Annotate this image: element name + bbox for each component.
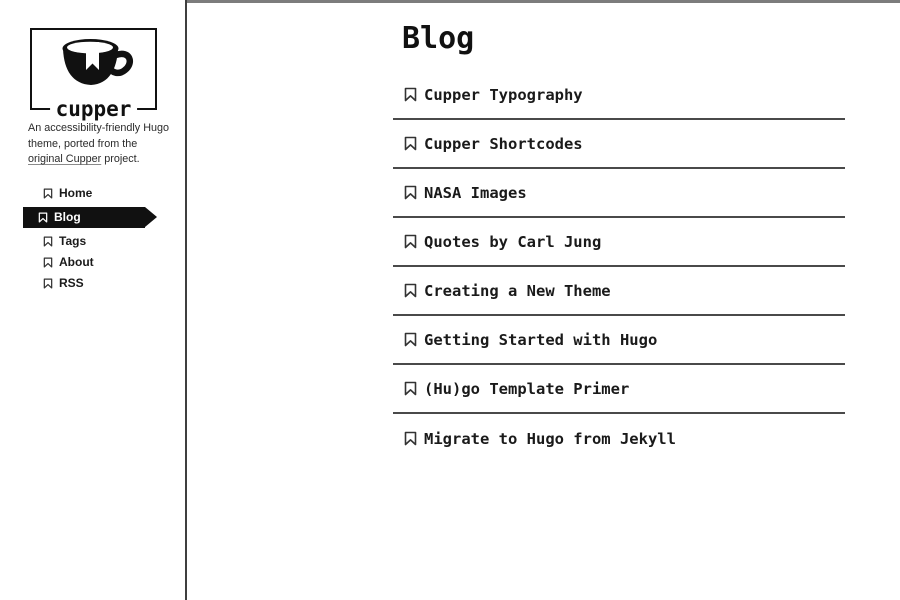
post-link[interactable] [393, 331, 657, 349]
post-link[interactable] [393, 380, 629, 398]
post-list-item [393, 169, 845, 218]
post-title: Migrate to Hugo from Jekyll [424, 429, 676, 448]
post-list-item [393, 365, 845, 414]
sidebar-item-blog[interactable] [23, 207, 145, 228]
post-list-item [393, 414, 845, 463]
site-logo[interactable] [30, 28, 157, 121]
original-cupper-link[interactable]: original Cupper [28, 153, 102, 165]
bookmark-icon [43, 236, 53, 247]
post-title: NASA Images [424, 183, 527, 202]
nav-label: Home [59, 186, 93, 200]
nav-label: Blog [54, 210, 81, 224]
post-list-item [393, 218, 845, 267]
bookmark-icon [43, 278, 53, 289]
post-link[interactable] [393, 282, 611, 300]
post-list-item [393, 120, 845, 169]
bookmark-icon [404, 185, 417, 200]
nav-label: Tags [59, 234, 87, 248]
post-title: Cupper Shortcodes [424, 134, 583, 153]
bookmark-icon [404, 136, 417, 151]
bookmark-icon [43, 257, 53, 268]
main-content [393, 0, 845, 463]
sidebar [0, 0, 187, 600]
site-tagline [28, 121, 174, 168]
coffee-cup-icon [54, 37, 134, 93]
sidebar-item-about[interactable] [23, 252, 173, 273]
nav-label: About [59, 255, 94, 269]
nav-label: RSS [59, 276, 84, 290]
post-link[interactable] [393, 233, 601, 251]
bookmark-icon [38, 212, 48, 223]
bookmark-icon [404, 234, 417, 249]
bookmark-icon [43, 188, 53, 199]
post-title: Quotes by Carl Jung [424, 232, 602, 251]
post-link[interactable] [393, 430, 676, 448]
bookmark-icon [404, 332, 417, 347]
post-title: (Hu)go Template Primer [424, 379, 630, 398]
sidebar-item-rss[interactable] [23, 273, 173, 294]
bookmark-icon [404, 283, 417, 298]
post-link[interactable] [393, 135, 583, 153]
bookmark-icon [404, 87, 417, 102]
post-list [393, 71, 845, 463]
post-list-item [393, 316, 845, 365]
tagline-text-after: project. [101, 153, 140, 165]
bookmark-icon [404, 431, 417, 446]
page-title: Blog [402, 21, 475, 56]
sidebar-item-home[interactable] [23, 183, 173, 204]
post-link[interactable] [393, 86, 583, 104]
post-link[interactable] [393, 184, 527, 202]
post-title: Getting Started with Hugo [424, 330, 658, 349]
post-title: Creating a New Theme [424, 281, 611, 300]
sidebar-item-tags[interactable] [23, 231, 173, 252]
site-title[interactable]: cupper [50, 98, 138, 120]
post-list-item [393, 71, 845, 120]
post-list-item [393, 267, 845, 316]
post-title: Cupper Typography [424, 85, 583, 104]
sidebar-nav [23, 183, 173, 294]
tagline-text-before: An accessibility-friendly Hugo theme, ported from the [28, 122, 170, 150]
bookmark-icon [404, 381, 417, 396]
